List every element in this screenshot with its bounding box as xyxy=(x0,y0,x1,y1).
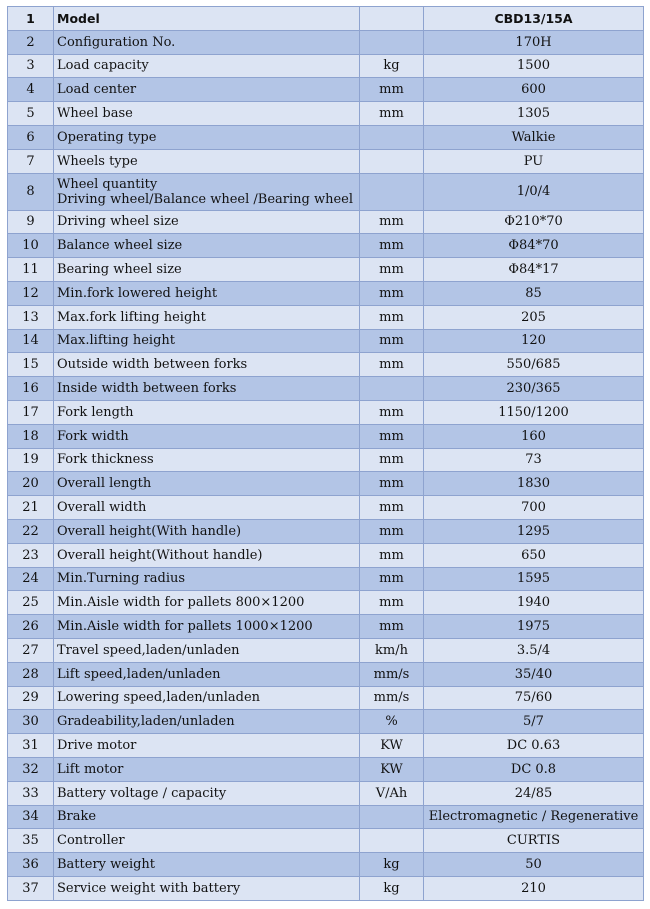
item-label: Service weight with battery xyxy=(54,876,360,900)
table-row xyxy=(8,615,644,639)
model-value: CBD13/15A xyxy=(424,7,644,31)
table-row xyxy=(8,853,644,877)
row-number: 27 xyxy=(8,638,54,662)
item-label: Bearing wheel size xyxy=(54,258,360,282)
table-row xyxy=(8,78,644,102)
table-header-row xyxy=(8,7,644,31)
item-label: Min.fork lowered height xyxy=(54,281,360,305)
value-cell: 230/365 xyxy=(424,377,644,401)
table-row xyxy=(8,567,644,591)
unit-cell xyxy=(360,125,424,149)
unit-cell: mm xyxy=(360,353,424,377)
unit-cell xyxy=(360,7,424,31)
row-number: 11 xyxy=(8,258,54,282)
value-cell: 700 xyxy=(424,496,644,520)
row-number: 30 xyxy=(8,710,54,734)
item-label: Lift speed,laden/unladen xyxy=(54,662,360,686)
value-cell: 1595 xyxy=(424,567,644,591)
unit-cell: mm/s xyxy=(360,686,424,710)
row-number: 6 xyxy=(8,125,54,149)
item-label: Model xyxy=(54,7,360,31)
item-label: Travel speed,laden/unladen xyxy=(54,638,360,662)
table-row xyxy=(8,472,644,496)
unit-cell xyxy=(360,829,424,853)
value-cell: 160 xyxy=(424,424,644,448)
table-row xyxy=(8,781,644,805)
item-label: Lift motor xyxy=(54,757,360,781)
row-number: 4 xyxy=(8,78,54,102)
value-cell: 75/60 xyxy=(424,686,644,710)
item-label: Battery voltage / capacity xyxy=(54,781,360,805)
row-number: 17 xyxy=(8,400,54,424)
table-row xyxy=(8,805,644,829)
value-cell: 650 xyxy=(424,543,644,567)
unit-cell: mm xyxy=(360,424,424,448)
table-row xyxy=(8,281,644,305)
row-number: 33 xyxy=(8,781,54,805)
unit-cell: mm xyxy=(360,258,424,282)
row-number: 12 xyxy=(8,281,54,305)
unit-cell: kg xyxy=(360,876,424,900)
table-row xyxy=(8,757,644,781)
value-cell: DC 0.63 xyxy=(424,734,644,758)
row-number: 18 xyxy=(8,424,54,448)
value-cell: 50 xyxy=(424,853,644,877)
item-label: Inside width between forks xyxy=(54,377,360,401)
unit-cell: mm xyxy=(360,102,424,126)
item-label: Min.Aisle width for pallets 800×1200 xyxy=(54,591,360,615)
row-number: 31 xyxy=(8,734,54,758)
table-row xyxy=(8,710,644,734)
item-label: Battery weight xyxy=(54,853,360,877)
table-row xyxy=(8,662,644,686)
table-row xyxy=(8,519,644,543)
item-label xyxy=(54,173,360,210)
spec-table xyxy=(7,6,644,901)
item-label: Configuration No. xyxy=(54,30,360,54)
value-cell: PU xyxy=(424,149,644,173)
unit-cell: mm xyxy=(360,305,424,329)
item-label: Load capacity xyxy=(54,54,360,78)
row-number: 32 xyxy=(8,757,54,781)
value-cell: 1/0/4 xyxy=(424,173,644,210)
unit-cell: km/h xyxy=(360,638,424,662)
unit-cell: mm xyxy=(360,400,424,424)
unit-cell xyxy=(360,149,424,173)
value-cell: 3.5/4 xyxy=(424,638,644,662)
table-row xyxy=(8,30,644,54)
item-label: Load center xyxy=(54,78,360,102)
table-row xyxy=(8,258,644,282)
item-label: Fork width xyxy=(54,424,360,448)
unit-cell: mm xyxy=(360,472,424,496)
value-cell: 210 xyxy=(424,876,644,900)
row-number: 26 xyxy=(8,615,54,639)
row-number: 28 xyxy=(8,662,54,686)
table-row xyxy=(8,734,644,758)
item-label-line: Wheel quantity xyxy=(57,176,158,192)
row-number: 9 xyxy=(8,210,54,234)
unit-cell xyxy=(360,173,424,210)
row-number: 37 xyxy=(8,876,54,900)
unit-cell: mm xyxy=(360,615,424,639)
table-row xyxy=(8,125,644,149)
value-cell: 1305 xyxy=(424,102,644,126)
value-cell: 120 xyxy=(424,329,644,353)
value-cell: 170H xyxy=(424,30,644,54)
row-number: 25 xyxy=(8,591,54,615)
value-cell: 73 xyxy=(424,448,644,472)
item-label: Wheel base xyxy=(54,102,360,126)
value-cell: 550/685 xyxy=(424,353,644,377)
row-number: 34 xyxy=(8,805,54,829)
value-cell: Φ210*70 xyxy=(424,210,644,234)
value-cell: 205 xyxy=(424,305,644,329)
item-label: Fork length xyxy=(54,400,360,424)
value-cell: 1150/1200 xyxy=(424,400,644,424)
item-label: Outside width between forks xyxy=(54,353,360,377)
row-number: 36 xyxy=(8,853,54,877)
row-number: 3 xyxy=(8,54,54,78)
table-row xyxy=(8,149,644,173)
table-row xyxy=(8,210,644,234)
item-label: Drive motor xyxy=(54,734,360,758)
item-label: Operating type xyxy=(54,125,360,149)
table-row xyxy=(8,638,644,662)
value-cell: 1975 xyxy=(424,615,644,639)
table-row xyxy=(8,448,644,472)
value-cell: CURTIS xyxy=(424,829,644,853)
row-number: 13 xyxy=(8,305,54,329)
item-label: Gradeability,laden/unladen xyxy=(54,710,360,734)
table-row xyxy=(8,54,644,78)
value-cell: 85 xyxy=(424,281,644,305)
row-number: 5 xyxy=(8,102,54,126)
row-number: 22 xyxy=(8,519,54,543)
row-number: 2 xyxy=(8,30,54,54)
item-label: Controller xyxy=(54,829,360,853)
item-label-subline: Driving wheel/Balance wheel /Bearing wheel xyxy=(57,191,354,207)
unit-cell: mm xyxy=(360,519,424,543)
value-cell: 1940 xyxy=(424,591,644,615)
row-number: 10 xyxy=(8,234,54,258)
value-cell: 1830 xyxy=(424,472,644,496)
unit-cell: mm xyxy=(360,329,424,353)
value-cell: Φ84*17 xyxy=(424,258,644,282)
unit-cell: mm xyxy=(360,234,424,258)
item-label: Wheels type xyxy=(54,149,360,173)
item-label: Fork thickness xyxy=(54,448,360,472)
value-cell: 1295 xyxy=(424,519,644,543)
table-row xyxy=(8,377,644,401)
unit-cell: kg xyxy=(360,54,424,78)
table-row xyxy=(8,353,644,377)
unit-cell: mm xyxy=(360,448,424,472)
value-cell: 5/7 xyxy=(424,710,644,734)
table-row xyxy=(8,424,644,448)
item-label: Overall length xyxy=(54,472,360,496)
row-number: 23 xyxy=(8,543,54,567)
unit-cell: KW xyxy=(360,757,424,781)
row-number: 29 xyxy=(8,686,54,710)
value-cell: Walkie xyxy=(424,125,644,149)
unit-cell: mm xyxy=(360,210,424,234)
value-cell: 1500 xyxy=(424,54,644,78)
table-row xyxy=(8,400,644,424)
table-row xyxy=(8,829,644,853)
unit-cell: V/Ah xyxy=(360,781,424,805)
item-label: Max.lifting height xyxy=(54,329,360,353)
unit-cell xyxy=(360,377,424,401)
row-number: 1 xyxy=(8,7,54,31)
row-number: 14 xyxy=(8,329,54,353)
spec-sheet xyxy=(7,6,643,901)
row-number: 7 xyxy=(8,149,54,173)
row-number: 24 xyxy=(8,567,54,591)
table-row xyxy=(8,305,644,329)
table-row xyxy=(8,234,644,258)
table-row xyxy=(8,686,644,710)
row-number: 16 xyxy=(8,377,54,401)
item-label: Min.Aisle width for pallets 1000×1200 xyxy=(54,615,360,639)
unit-cell: kg xyxy=(360,853,424,877)
unit-cell: mm xyxy=(360,78,424,102)
item-label: Overall height(Without handle) xyxy=(54,543,360,567)
row-number: 8 xyxy=(8,173,54,210)
row-number: 21 xyxy=(8,496,54,520)
value-cell: 24/85 xyxy=(424,781,644,805)
unit-cell: mm xyxy=(360,281,424,305)
unit-cell xyxy=(360,805,424,829)
value-cell: 600 xyxy=(424,78,644,102)
unit-cell: mm xyxy=(360,496,424,520)
item-label: Balance wheel size xyxy=(54,234,360,258)
table-row xyxy=(8,496,644,520)
value-cell: Φ84*70 xyxy=(424,234,644,258)
unit-cell: mm/s xyxy=(360,662,424,686)
item-label: Max.fork lifting height xyxy=(54,305,360,329)
item-label: Overall height(With handle) xyxy=(54,519,360,543)
unit-cell: % xyxy=(360,710,424,734)
unit-cell: KW xyxy=(360,734,424,758)
item-label: Driving wheel size xyxy=(54,210,360,234)
unit-cell xyxy=(360,30,424,54)
table-row xyxy=(8,591,644,615)
row-number: 35 xyxy=(8,829,54,853)
unit-cell: mm xyxy=(360,543,424,567)
item-label: Overall width xyxy=(54,496,360,520)
row-number: 19 xyxy=(8,448,54,472)
row-number: 15 xyxy=(8,353,54,377)
table-row xyxy=(8,102,644,126)
table-row xyxy=(8,876,644,900)
item-label: Brake xyxy=(54,805,360,829)
table-row xyxy=(8,329,644,353)
unit-cell: mm xyxy=(360,591,424,615)
value-cell: DC 0.8 xyxy=(424,757,644,781)
value-cell: Electromagnetic / Regenerative xyxy=(424,805,644,829)
table-row xyxy=(8,173,644,210)
spec-table-body xyxy=(8,7,644,901)
row-number: 20 xyxy=(8,472,54,496)
item-label: Lowering speed,laden/unladen xyxy=(54,686,360,710)
value-cell: 35/40 xyxy=(424,662,644,686)
table-row xyxy=(8,543,644,567)
unit-cell: mm xyxy=(360,567,424,591)
item-label: Min.Turning radius xyxy=(54,567,360,591)
